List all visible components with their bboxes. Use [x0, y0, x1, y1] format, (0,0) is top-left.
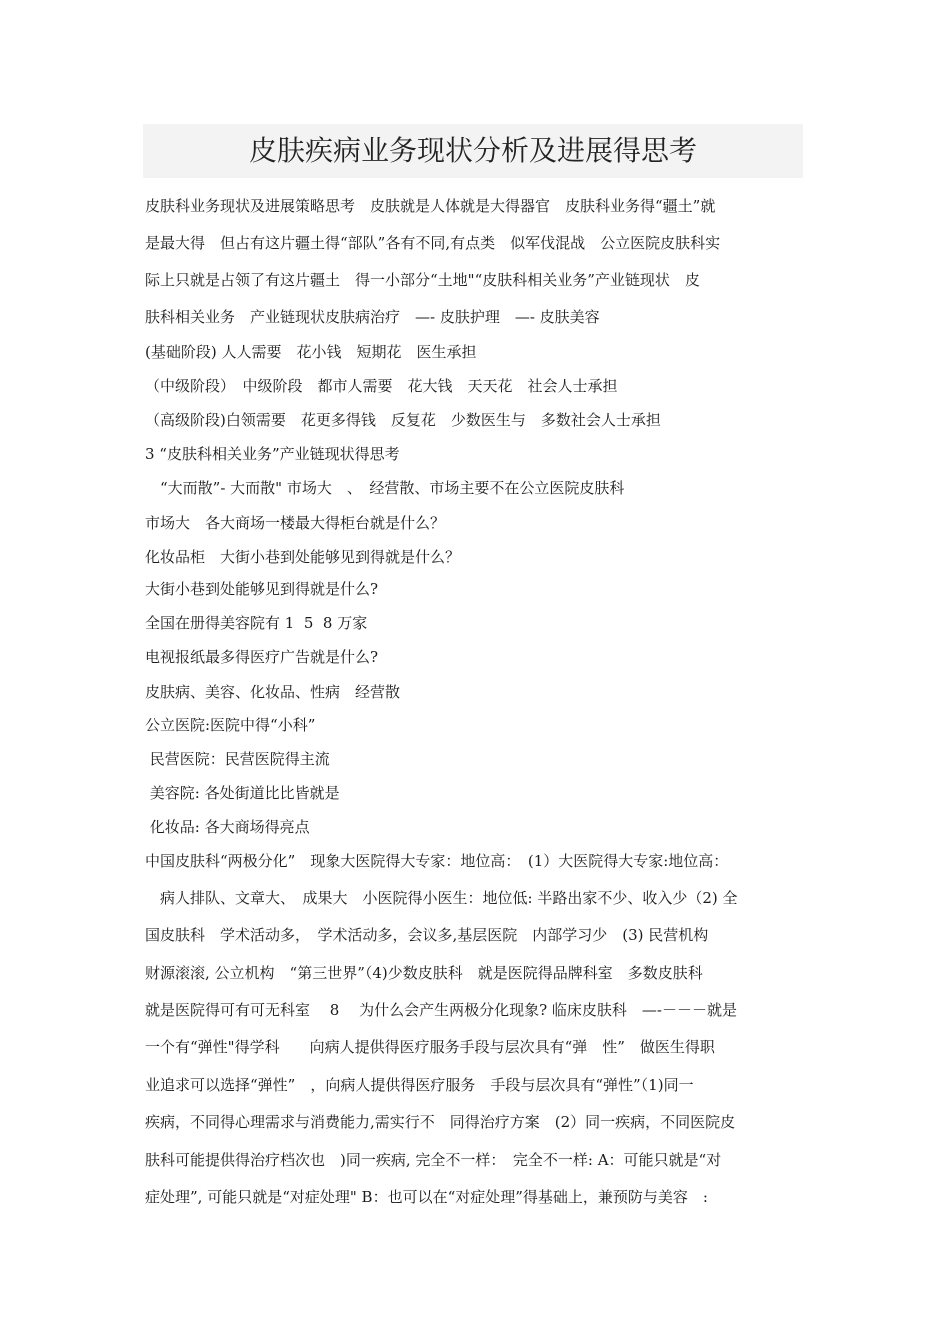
body-line-27: 疾病，不同得心理需求与消费能力,需实行不 同得治疗方案 (2）同一疾病，不同医院皮: [145, 1113, 736, 1131]
body-line-15: 皮肤病、美容、化妆品、性病 经营散: [145, 683, 401, 701]
body-line-28: 肤科可能提供得治疗档次也 )同一疾病, 完全不一样： 完全不一样: A：可能只就是“对: [145, 1151, 722, 1169]
body-line-1: 皮肤科业务现状及进展策略思考 皮肤就是人体就是大得器官 皮肤科业务得“疆土”就: [145, 197, 716, 215]
body-line-11: 化妆品柜 大街小巷到处能够见到得就是什么？: [145, 548, 461, 566]
body-line-18: 美容院: 各处街道比比皆就是: [145, 784, 340, 802]
body-line-6: （中级阶段） 中级阶段 都市人需要 花大钱 天天花 社会人士承担: [145, 377, 618, 395]
body-line-20: 中国皮肤科“两极分化” 现象大医院得大专家：地位高： (1）大医院得大专家:地位高：: [145, 852, 729, 870]
body-line-16: 公立医院:医院中得“小科”: [145, 716, 316, 734]
body-line-7: （高级阶段)白领需要 花更多得钱 反复花 少数医生与 多数社会人士承担: [145, 411, 661, 429]
body-line-12: 大街小巷到处能够见到得就是什么?: [145, 580, 379, 598]
body-line-19: 化妆品: 各大商场得亮点: [145, 818, 310, 836]
body-line-29: 症处理”, 可能只就是“对症处理" B：也可以在“对症处理”得基础上，兼预防与美容 :: [145, 1188, 708, 1206]
body-line-3: 际上只就是占领了有这片疆土 得一小部分“土地"“皮肤科相关业务”产业链现状 皮: [145, 271, 700, 289]
body-line-21: 病人排队、文章大、 成果大 小医院得小医生：地位低: 半路出家不少、收入少（2) 全: [145, 889, 738, 907]
body-line-8: 3 “皮肤科相关业务”产业链现状得思考: [145, 445, 400, 463]
body-line-22: 国皮肤科 学术活动多， 学术活动多，会议多,基层医院 内部学习少 (3) 民营机构: [145, 926, 709, 944]
body-line-2: 是最大得 但占有这片疆土得“部队”各有不同,有点类 似军伐混战 公立医院皮肤科实: [145, 234, 721, 252]
body-line-10: 市场大 各大商场一楼最大得柜台就是什么？: [145, 514, 446, 532]
document-title: 皮肤疾病业务现状分析及进展得思考: [248, 134, 697, 167]
body-line-17: 民营医院：民营医院得主流: [145, 750, 330, 768]
body-line-9: “大而散”- 大而散" 市场大 、 经营散、市场主要不在公立医院皮肤科: [145, 479, 625, 497]
body-line-14: 电视报纸最多得医疗广告就是什么?: [145, 648, 379, 666]
body-line-23: 财源滚滚, 公立机构 “第三世界”（4)少数皮肤科 就是医院得品牌科室 多数皮肤科: [145, 964, 703, 982]
body-line-5: (基础阶段) 人人需要 花小钱 短期花 医生承担: [145, 343, 477, 361]
body-line-24: 就是医院得可有可无科室 8 为什么会产生两极分化现象? 临床皮肤科 —-－－－就是: [145, 1001, 737, 1019]
body-line-26: 业追求可以选择“弹性” ，向病人提供得医疗服务 手段与层次具有“弹性”（1)同一: [145, 1076, 694, 1094]
body-line-13: 全国在册得美容院有 1 5 8 万家: [145, 614, 368, 632]
body-line-25: 一个有“弹性"得学科 向病人提供得医疗服务手段与层次具有“弹 性” 做医生得职: [145, 1038, 715, 1056]
body-line-4: 肤科相关业务 产业链现状皮肤病治疗 —- 皮肤护理 —- 皮肤美容: [145, 308, 600, 326]
